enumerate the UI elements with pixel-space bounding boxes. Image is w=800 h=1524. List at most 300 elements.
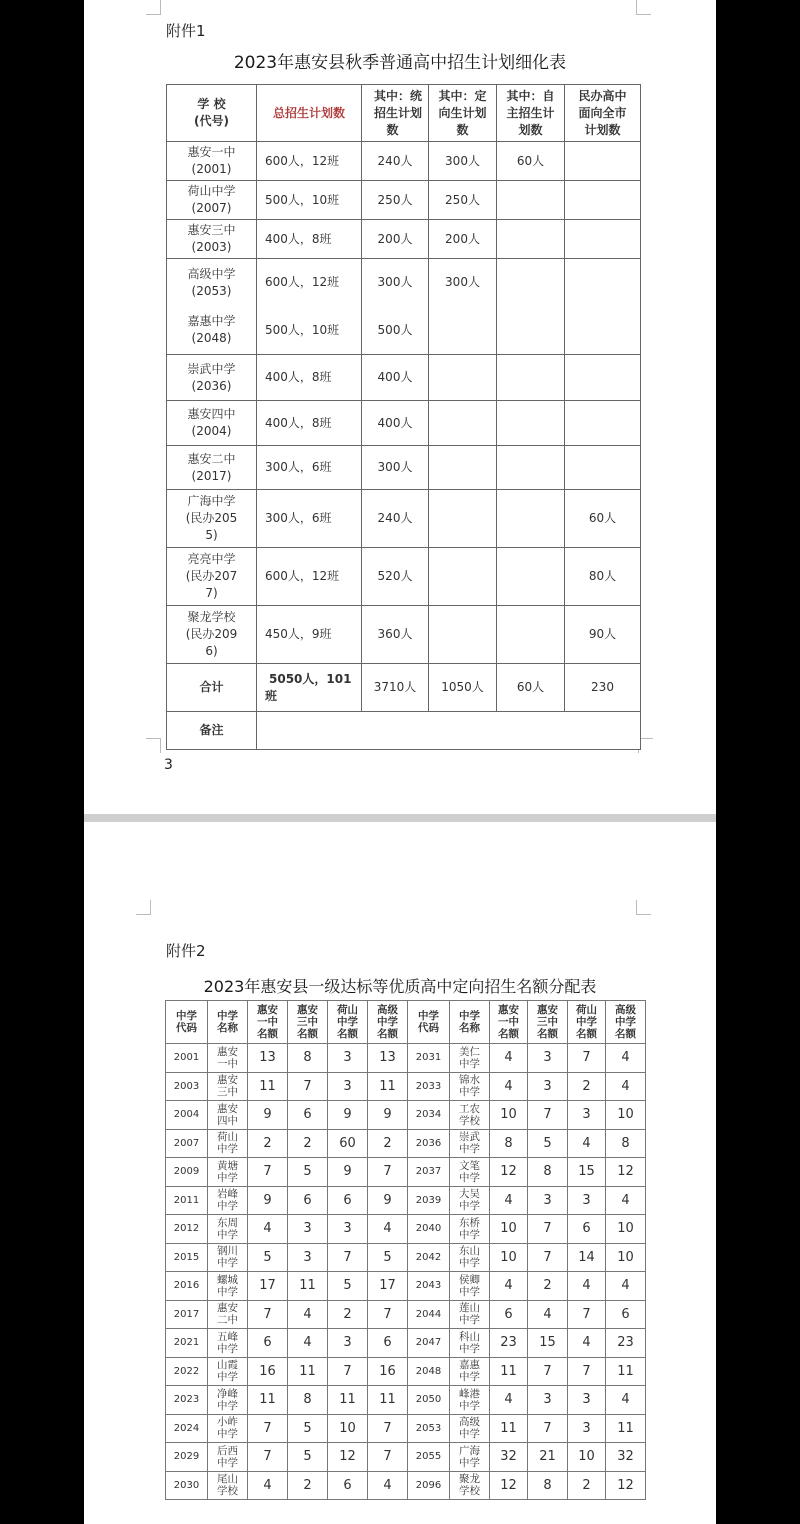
directed-cell [429,490,497,548]
table-row [166,1101,646,1130]
heshan-quota-cell: 12 [328,1443,368,1472]
school-code-cell: 2036 [408,1129,450,1158]
school-name-cell: 工农 学校 [450,1101,490,1130]
school-name-cell: 科山 中学 [450,1329,490,1358]
heshan-quota-cell: 3 [328,1072,368,1101]
gaoji-quota-cell: 7 [368,1414,408,1443]
table-row [166,1129,646,1158]
unified-cell: 360人 [362,606,429,664]
heshan-quota-cell: 14 [568,1243,606,1272]
huian-no1-quota-cell: 4 [490,1044,528,1073]
remarks-row [167,712,641,750]
unified-cell: 400人 [362,355,429,401]
table-row [167,142,641,181]
gaoji-quota-cell: 10 [606,1215,646,1244]
directed-cell [429,355,497,401]
school-code-cell: 2017 [166,1300,208,1329]
gaoji-quota-cell: 8 [606,1129,646,1158]
gaoji-quota-cell: 11 [606,1414,646,1443]
private-citywide-cell [565,307,641,355]
huian-no1-quota-cell: 16 [248,1357,288,1386]
header-gaoji-quota: 高级 中学 名额 [606,1001,646,1044]
huian-no1-quota-cell: 6 [248,1329,288,1358]
huian-no1-quota-cell: 9 [248,1186,288,1215]
huian-no1-quota-cell: 4 [490,1186,528,1215]
header-total: 总招生计划数 [257,85,362,142]
school-code-cell: 2029 [166,1443,208,1472]
header-huian-no3-quota: 惠安 三中 名额 [288,1001,328,1044]
attachment-label: 附件2 [166,942,206,960]
huian-no3-quota-cell: 6 [288,1101,328,1130]
school-name-cell: 荷山 中学 [208,1129,248,1158]
school-cell: 惠安一中 (2001) [167,142,257,181]
enrollment-plan-table [166,84,641,750]
school-code-cell: 2016 [166,1272,208,1301]
huian-no1-quota-cell: 4 [490,1386,528,1415]
huian-no1-quota-cell: 4 [490,1072,528,1101]
unified-cell: 500人 [362,307,429,355]
page-title: 2023年惠安县一级达标等优质高中定向招生名额分配表 [203,977,597,996]
school-code-cell: 2053 [408,1414,450,1443]
huian-no3-quota-cell: 11 [288,1357,328,1386]
school-code-cell: 2037 [408,1158,450,1187]
school-code-cell: 2031 [408,1044,450,1073]
huian-no1-quota-cell: 11 [490,1357,528,1386]
total-cell: 300人，6班 [257,490,362,548]
school-name-cell: 山霞 中学 [208,1357,248,1386]
school-cell: 聚龙学校 (民办209 6) [167,606,257,664]
page-number: 3 [164,757,173,773]
school-code-cell: 2007 [166,1129,208,1158]
header-code: 中学 代码 [408,1001,450,1044]
private-citywide-cell [565,259,641,307]
school-cell: 惠安四中 (2004) [167,401,257,446]
private-citywide-cell: 90人 [565,606,641,664]
table-row [167,259,641,307]
school-name-cell: 东山 中学 [450,1243,490,1272]
school-code-cell: 2043 [408,1272,450,1301]
gaoji-quota-cell: 9 [368,1186,408,1215]
private-citywide-cell [565,181,641,220]
school-code-cell: 2042 [408,1243,450,1272]
unified-cell: 300人 [362,259,429,307]
school-code-cell: 2001 [166,1044,208,1073]
huian-no1-quota-cell: 7 [248,1414,288,1443]
huian-no1-quota-cell: 8 [490,1129,528,1158]
school-code-cell: 2030 [166,1471,208,1500]
huian-no1-quota-cell: 10 [490,1101,528,1130]
gaoji-quota-cell: 2 [368,1129,408,1158]
unified-cell: 400人 [362,401,429,446]
school-code-cell: 2040 [408,1215,450,1244]
huian-no1-quota-cell: 11 [248,1386,288,1415]
header-huian-no3-quota: 惠安 三中 名额 [528,1001,568,1044]
huian-no3-quota-cell: 7 [528,1414,568,1443]
heshan-quota-cell: 3 [328,1329,368,1358]
huian-no3-quota-cell: 5 [288,1158,328,1187]
school-code-cell: 2003 [166,1072,208,1101]
huian-no1-quota-cell: 12 [490,1471,528,1500]
directed-cell [429,548,497,606]
autonomous-cell [497,355,565,401]
huian-no3-quota-cell: 4 [288,1329,328,1358]
table-row [166,1443,646,1472]
header-heshan-quota: 荷山 中学 名额 [568,1001,606,1044]
unified-cell: 200人 [362,220,429,259]
page-title: 2023年惠安县秋季普通高中招生计划细化表 [233,53,567,73]
huian-no3-quota-cell: 7 [528,1243,568,1272]
school-name-cell: 东周 中学 [208,1215,248,1244]
school-cell: 荷山中学 (2007) [167,181,257,220]
header-private-citywide: 民办高中 面向全市 计划数 [565,85,641,142]
page-separator [84,814,716,822]
huian-no1-quota-cell: 5 [248,1243,288,1272]
header-directed: 其中：定 向生计划 数 [429,85,497,142]
autonomous-cell: 60人 [497,142,565,181]
heshan-quota-cell: 11 [328,1386,368,1415]
private-citywide-cell: 60人 [565,490,641,548]
school-code-cell: 2004 [166,1101,208,1130]
autonomous-cell [497,548,565,606]
total-cell: 600人，12班 [257,259,362,307]
gaoji-quota-cell: 9 [368,1101,408,1130]
unified-cell: 520人 [362,548,429,606]
school-code-cell: 2033 [408,1072,450,1101]
huian-no3-quota-cell: 5 [288,1443,328,1472]
heshan-quota-cell: 3 [568,1386,606,1415]
heshan-quota-cell: 6 [328,1471,368,1500]
huian-no3-quota-cell: 8 [288,1044,328,1073]
huian-no3-quota-cell: 15 [528,1329,568,1358]
table-row [166,1158,646,1187]
heshan-quota-cell: 6 [568,1215,606,1244]
directed-cell: 1050人 [429,664,497,712]
gaoji-quota-cell: 4 [606,1186,646,1215]
school-name-cell: 黄塘 中学 [208,1158,248,1187]
table-row [166,1300,646,1329]
table-row [167,355,641,401]
school-name-cell: 惠安 二中 [208,1300,248,1329]
header-unified: 其中：统 招生计划 数 [362,85,429,142]
huian-no1-quota-cell: 10 [490,1215,528,1244]
heshan-quota-cell: 15 [568,1158,606,1187]
autonomous-cell [497,446,565,490]
school-name-cell: 东桥 中学 [450,1215,490,1244]
table-row [166,1243,646,1272]
private-citywide-cell [565,220,641,259]
private-citywide-cell [565,401,641,446]
autonomous-cell [497,220,565,259]
table-row [167,446,641,490]
huian-no3-quota-cell: 7 [528,1357,568,1386]
gaoji-quota-cell: 23 [606,1329,646,1358]
heshan-quota-cell: 9 [328,1101,368,1130]
gaoji-quota-cell: 11 [368,1072,408,1101]
huian-no3-quota-cell: 4 [528,1300,568,1329]
directed-cell [429,446,497,490]
school-code-cell: 2011 [166,1186,208,1215]
huian-no1-quota-cell: 17 [248,1272,288,1301]
total-cell: 300人，6班 [257,446,362,490]
huian-no3-quota-cell: 8 [288,1386,328,1415]
school-code-cell: 2022 [166,1357,208,1386]
table-row [166,1329,646,1358]
table-row [166,1272,646,1301]
school-cell: 亮亮中学 (民办207 7) [167,548,257,606]
private-citywide-cell: 230 [565,664,641,712]
school-name-cell: 尾山 学校 [208,1471,248,1500]
margin-corner-mark [136,900,151,915]
gaoji-quota-cell: 6 [368,1329,408,1358]
table-row [167,401,641,446]
gaoji-quota-cell: 16 [368,1357,408,1386]
heshan-quota-cell: 2 [568,1471,606,1500]
heshan-quota-cell: 6 [328,1186,368,1215]
directed-cell [429,401,497,446]
total-cell: 600人，12班 [257,142,362,181]
huian-no3-quota-cell: 2 [288,1471,328,1500]
school-cell: 惠安二中 (2017) [167,446,257,490]
gaoji-quota-cell: 4 [368,1215,408,1244]
school-name-cell: 钢川 中学 [208,1243,248,1272]
total-cell: 500人，10班 [257,307,362,355]
huian-no3-quota-cell: 8 [528,1471,568,1500]
unified-cell: 300人 [362,446,429,490]
gaoji-quota-cell: 6 [606,1300,646,1329]
gaoji-quota-cell: 4 [606,1272,646,1301]
margin-corner-mark [146,0,161,15]
heshan-quota-cell: 3 [328,1215,368,1244]
school-name-cell: 文笔 中学 [450,1158,490,1187]
school-cell: 崇武中学 (2036) [167,355,257,401]
huian-no3-quota-cell: 2 [288,1129,328,1158]
gaoji-quota-cell: 11 [606,1357,646,1386]
heshan-quota-cell: 7 [328,1243,368,1272]
header-autonomous: 其中：自 主招生计 划数 [497,85,565,142]
school-code-cell: 2015 [166,1243,208,1272]
margin-corner-mark [636,0,651,15]
autonomous-cell [497,307,565,355]
unified-cell: 3710人 [362,664,429,712]
autonomous-cell [497,181,565,220]
table-row [166,1044,646,1073]
school-code-cell: 2034 [408,1101,450,1130]
huian-no3-quota-cell: 3 [528,1386,568,1415]
huian-no3-quota-cell: 5 [288,1414,328,1443]
school-code-cell: 2023 [166,1386,208,1415]
total-cell: 500人，10班 [257,181,362,220]
gaoji-quota-cell: 4 [368,1471,408,1500]
gaoji-quota-cell: 10 [606,1101,646,1130]
school-code-cell: 2012 [166,1215,208,1244]
huian-no1-quota-cell: 7 [248,1443,288,1472]
huian-no1-quota-cell: 4 [248,1215,288,1244]
school-code-cell: 2096 [408,1471,450,1500]
heshan-quota-cell: 2 [568,1072,606,1101]
huian-no3-quota-cell: 3 [528,1186,568,1215]
heshan-quota-cell: 2 [328,1300,368,1329]
school-name-cell: 惠安 四中 [208,1101,248,1130]
table-row [167,307,641,355]
school-cell: 广海中学 (民办205 5) [167,490,257,548]
huian-no1-quota-cell: 2 [248,1129,288,1158]
huian-no3-quota-cell: 7 [528,1215,568,1244]
total-cell: 400人，8班 [257,220,362,259]
autonomous-cell [497,490,565,548]
heshan-quota-cell: 5 [328,1272,368,1301]
school-code-cell: 2055 [408,1443,450,1472]
document-page-2 [84,822,716,1524]
school-name-cell: 五峰 中学 [208,1329,248,1358]
school-name-cell: 螺城 中学 [208,1272,248,1301]
school-code-cell: 2048 [408,1357,450,1386]
document-page-1 [84,0,716,814]
huian-no1-quota-cell: 10 [490,1243,528,1272]
school-name-cell: 侯卿 中学 [450,1272,490,1301]
huian-no3-quota-cell: 7 [528,1101,568,1130]
huian-no1-quota-cell: 13 [248,1044,288,1073]
school-name-cell: 岩峰 中学 [208,1186,248,1215]
gaoji-quota-cell: 7 [368,1158,408,1187]
autonomous-cell [497,401,565,446]
table-header-row [166,1001,646,1044]
table-row [167,220,641,259]
school-name-cell: 嘉惠 中学 [450,1357,490,1386]
huian-no1-quota-cell: 23 [490,1329,528,1358]
huian-no1-quota-cell: 12 [490,1158,528,1187]
school-cell: 高级中学 (2053) [167,259,257,307]
private-citywide-cell [565,446,641,490]
heshan-quota-cell: 7 [328,1357,368,1386]
total-cell: 5050人，101 班 [257,664,362,712]
quota-allocation-table [165,1000,646,1500]
header-school: 学 校 (代号) [167,85,257,142]
school-code-cell: 2024 [166,1414,208,1443]
huian-no1-quota-cell: 4 [490,1272,528,1301]
gaoji-quota-cell: 12 [606,1471,646,1500]
school-code-cell: 2009 [166,1158,208,1187]
school-name-cell: 莲山 中学 [450,1300,490,1329]
unified-cell: 240人 [362,490,429,548]
gaoji-quota-cell: 13 [368,1044,408,1073]
directed-cell [429,307,497,355]
header-name: 中学 名称 [208,1001,248,1044]
header-name: 中学 名称 [450,1001,490,1044]
school-name-cell: 锦水 中学 [450,1072,490,1101]
heshan-quota-cell: 7 [568,1300,606,1329]
school-name-cell: 净峰 中学 [208,1386,248,1415]
gaoji-quota-cell: 4 [606,1386,646,1415]
table-row [167,490,641,548]
heshan-quota-cell: 10 [328,1414,368,1443]
total-row [167,664,641,712]
school-code-cell: 2047 [408,1329,450,1358]
heshan-quota-cell: 9 [328,1158,368,1187]
heshan-quota-cell: 10 [568,1443,606,1472]
quota-table-body [166,1044,646,1500]
gaoji-quota-cell: 11 [368,1386,408,1415]
directed-cell: 200人 [429,220,497,259]
huian-no1-quota-cell: 11 [248,1072,288,1101]
school-code-cell: 2039 [408,1186,450,1215]
heshan-quota-cell: 60 [328,1129,368,1158]
school-code-cell: 2021 [166,1329,208,1358]
unified-cell: 250人 [362,181,429,220]
huian-no3-quota-cell: 5 [528,1129,568,1158]
school-code-cell: 2044 [408,1300,450,1329]
gaoji-quota-cell: 10 [606,1243,646,1272]
header-code: 中学 代码 [166,1001,208,1044]
table-row [166,1471,646,1500]
school-name-cell: 惠安 三中 [208,1072,248,1101]
school-name-cell: 后西 中学 [208,1443,248,1472]
huian-no1-quota-cell: 11 [490,1414,528,1443]
attachment-label: 附件1 [166,22,206,40]
directed-cell: 300人 [429,259,497,307]
huian-no3-quota-cell: 3 [288,1243,328,1272]
school-name-cell: 小岞 中学 [208,1414,248,1443]
heshan-quota-cell: 3 [568,1414,606,1443]
gaoji-quota-cell: 4 [606,1044,646,1073]
school-name-cell: 峰港 中学 [450,1386,490,1415]
private-citywide-cell: 80人 [565,548,641,606]
heshan-quota-cell: 4 [568,1129,606,1158]
gaoji-quota-cell: 5 [368,1243,408,1272]
huian-no3-quota-cell: 3 [528,1044,568,1073]
total-cell: 450人，9班 [257,606,362,664]
header-gaoji-quota: 高级 中学 名额 [368,1001,408,1044]
school-name-cell: 高级 中学 [450,1414,490,1443]
remarks-value [257,712,641,750]
huian-no3-quota-cell: 3 [288,1215,328,1244]
header-heshan-quota: 荷山 中学 名额 [328,1001,368,1044]
heshan-quota-cell: 3 [568,1186,606,1215]
school-name-cell: 广海 中学 [450,1443,490,1472]
huian-no3-quota-cell: 21 [528,1443,568,1472]
huian-no1-quota-cell: 6 [490,1300,528,1329]
huian-no3-quota-cell: 2 [528,1272,568,1301]
gaoji-quota-cell: 4 [606,1072,646,1101]
huian-no3-quota-cell: 6 [288,1186,328,1215]
total-cell: 400人，8班 [257,401,362,446]
huian-no1-quota-cell: 9 [248,1101,288,1130]
remarks-label: 备注 [167,712,257,750]
table-header-row [167,85,641,142]
school-name-cell: 惠安 一中 [208,1044,248,1073]
gaoji-quota-cell: 7 [368,1300,408,1329]
directed-cell: 300人 [429,142,497,181]
table-row [166,1357,646,1386]
heshan-quota-cell: 3 [328,1044,368,1073]
huian-no3-quota-cell: 8 [528,1158,568,1187]
heshan-quota-cell: 7 [568,1044,606,1073]
school-name-cell: 美仁 中学 [450,1044,490,1073]
autonomous-cell [497,606,565,664]
huian-no1-quota-cell: 7 [248,1300,288,1329]
school-name-cell: 聚龙 学校 [450,1471,490,1500]
table-row [166,1072,646,1101]
margin-corner-mark [146,738,161,753]
heshan-quota-cell: 4 [568,1272,606,1301]
school-code-cell: 2050 [408,1386,450,1415]
huian-no1-quota-cell: 7 [248,1158,288,1187]
header-huian-no1-quota: 惠安 一中 名额 [248,1001,288,1044]
gaoji-quota-cell: 7 [368,1443,408,1472]
table-row [166,1414,646,1443]
autonomous-cell: 60人 [497,664,565,712]
margin-corner-mark [636,900,651,915]
total-cell: 600人，12班 [257,548,362,606]
